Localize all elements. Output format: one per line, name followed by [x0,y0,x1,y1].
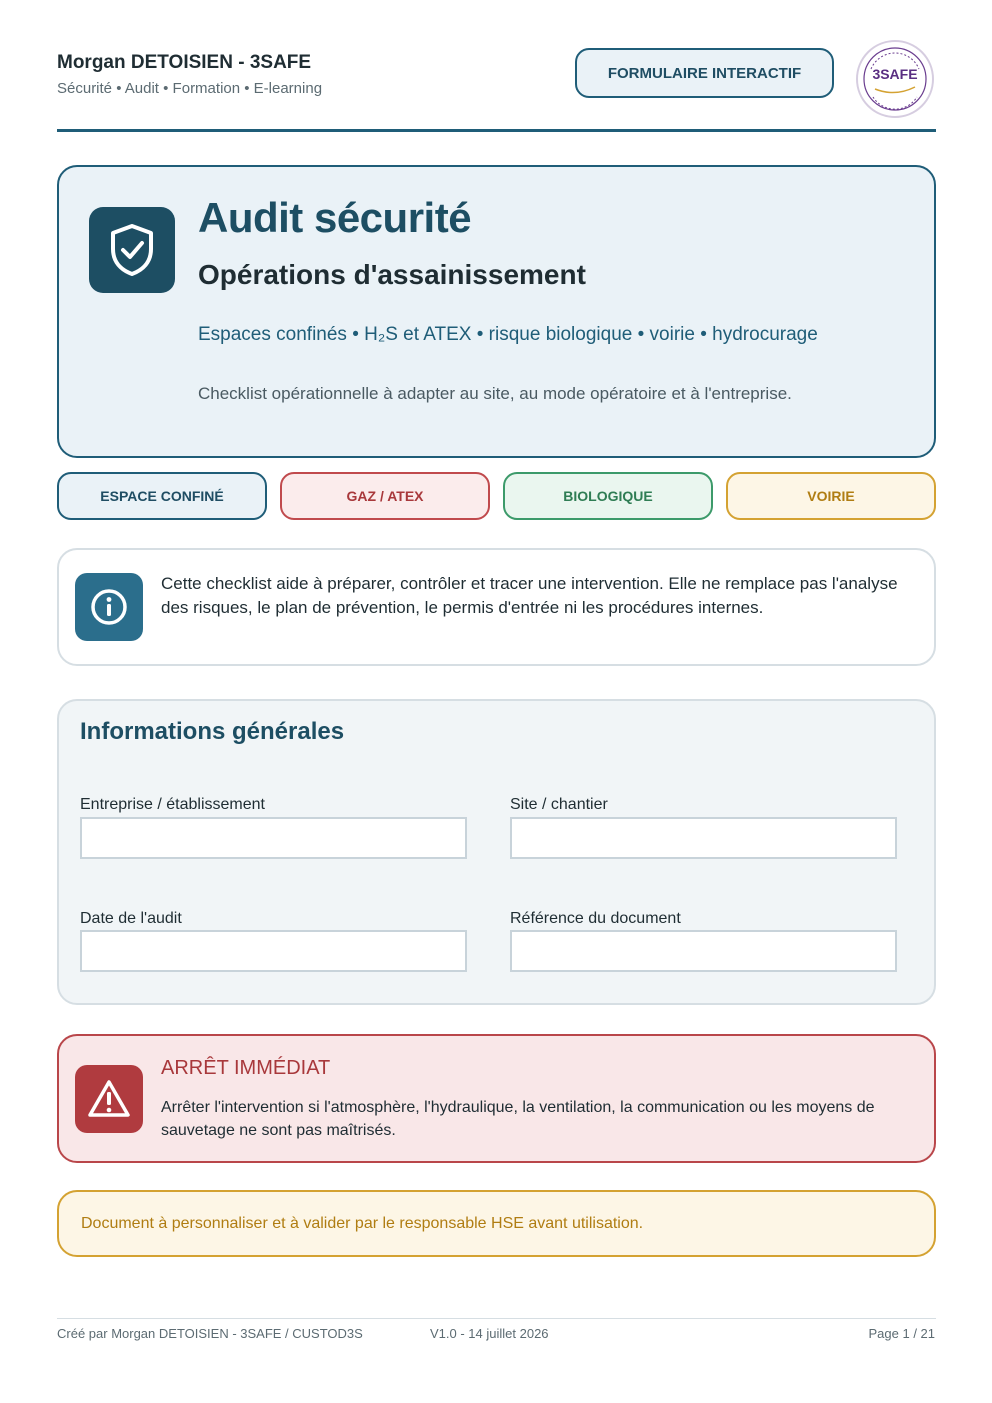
audit-date-field[interactable] [80,930,467,972]
immediate-stop-title: ARRÊT IMMÉDIAT [161,1057,331,1079]
info-note-text: Cette checklist aide à préparer, contrôler et tracer une intervention. Elle ne remplace pas l'analyse des risques, le plan de prévention, le permis d'entrée ni les procédures internes. [161,574,898,617]
interactive-form-button[interactable]: FORMULAIRE INTERACTIF [575,48,834,98]
audit-date-label: Date de l'audit [80,910,182,927]
tag-biological: BIOLOGIQUE [503,472,713,520]
immediate-stop-text: Arrêter l'intervention si l'atmosphère, l'hydraulique, la ventilation, la communication ou les moyens de sauvetage ne sont pas maîtrisés. [161,1099,875,1139]
hero-icon-box [89,207,175,293]
hero-card [57,165,936,458]
site-field[interactable] [510,817,897,859]
page-title: Audit sécurité [198,194,472,241]
site-label: Site / chantier [510,796,608,813]
tag-road: VOIRIE [726,472,936,520]
page-subtitle: Opérations d'assainissement [198,259,586,290]
3safe-logo [855,39,935,119]
author-name: Morgan DETOISIEN - 3SAFE [57,52,312,73]
warning-icon-box [75,1065,143,1133]
tag-confined-space: ESPACE CONFINÉ [57,472,267,520]
hse-notice: Document à personnaliser et à valider par le responsable HSE avant utilisation. [57,1190,936,1257]
footer-page-number: Page 1 / 21 [868,1326,935,1341]
general-info-title: Informations générales [80,718,345,745]
shield-check-icon [107,222,157,278]
logo-text: 3SAFE [872,66,918,82]
warning-triangle-icon [87,1079,131,1119]
footer-version: V1.0 - 14 juillet 2026 [430,1326,549,1341]
document-ref-field[interactable] [510,930,897,972]
footer-credit: Créé par Morgan DETOISIEN - 3SAFE / CUSTOD3S [57,1326,363,1341]
company-field[interactable] [80,817,467,859]
tagline: Sécurité • Audit • Formation • E-learning [57,80,323,97]
topics-list: Espaces confinés • H₂S et ATEX • risque biologique • voirie • hydrocurage [198,324,818,345]
company-label: Entreprise / établissement [80,796,265,813]
header-divider [57,129,936,132]
document-ref-label: Référence du document [510,910,681,927]
footer-divider [57,1318,936,1319]
info-icon [89,587,129,627]
tag-gas-atex: GAZ / ATEX [280,472,490,520]
hero-description: Checklist opérationnelle à adapter au site, au mode opératoire et à l'entreprise. [198,384,792,403]
info-icon-box [75,573,143,641]
